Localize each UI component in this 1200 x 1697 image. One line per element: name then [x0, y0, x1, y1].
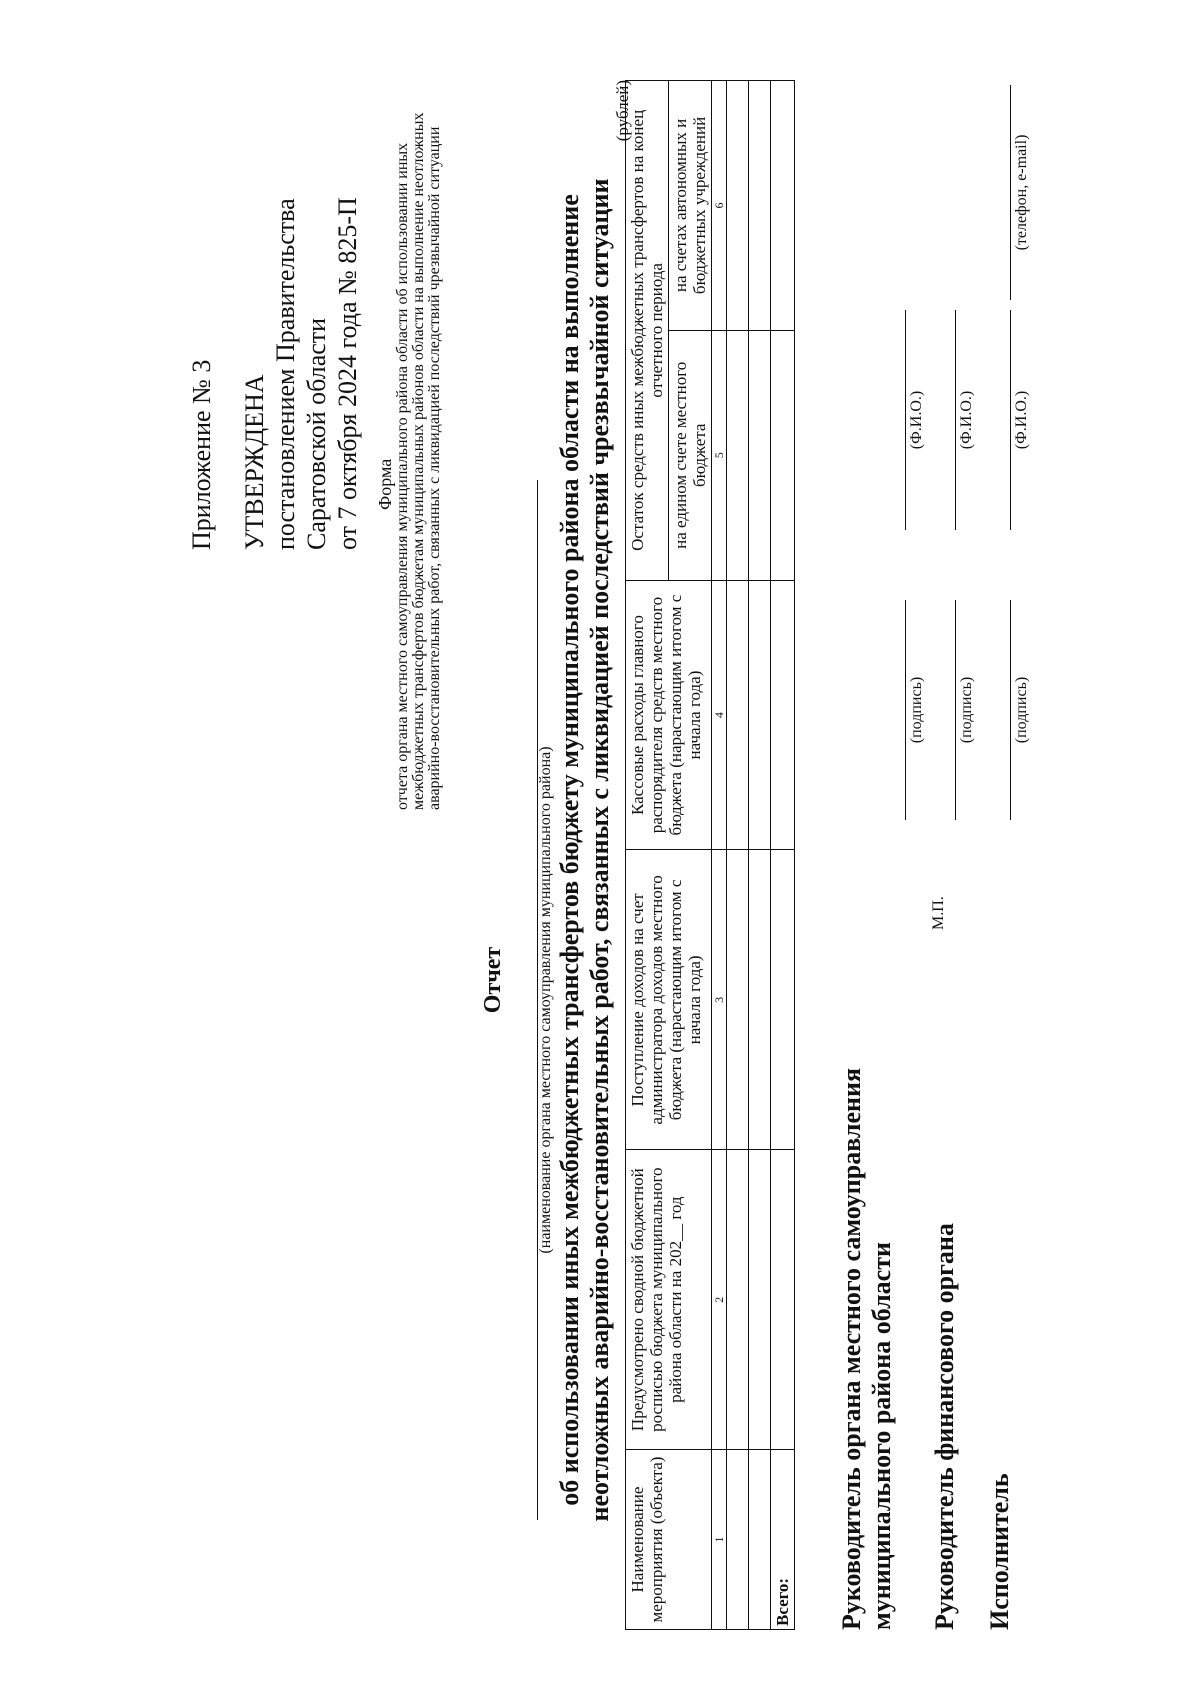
executor-label: Исполнитель: [985, 1473, 1014, 1630]
column-number: 1: [712, 1450, 727, 1630]
form-label: Форма: [375, 458, 395, 510]
table-number-row: [712, 81, 727, 1630]
signature-caption: (подпись): [1013, 676, 1030, 744]
table-cell[interactable]: [727, 1150, 749, 1450]
table-cell[interactable]: [749, 1150, 771, 1450]
column-number: 6: [712, 81, 727, 331]
total-label: Всего:: [771, 1450, 795, 1630]
finance-name-field[interactable]: [955, 310, 956, 530]
form-description-line-2: межбюджетных трансфертов бюджетам муниципальных районов области на выполнение неотложных: [410, 112, 427, 810]
document-page: [25, 80, 1165, 1640]
table-row: [727, 81, 749, 1630]
executor-signature-field[interactable]: [1010, 600, 1011, 820]
header-event-name: Наименование мероприятия (объекта): [626, 1450, 712, 1630]
table-cell[interactable]: [727, 1450, 749, 1630]
table-cell[interactable]: [749, 330, 771, 580]
finance-signature-field[interactable]: [955, 600, 956, 820]
table-cell[interactable]: [727, 330, 749, 580]
header-expenses: Кассовые расходы главного распорядителя средств местного бюджета (нарастающим итогом с начала года): [626, 580, 712, 850]
table-cell[interactable]: [771, 330, 795, 580]
table-cell[interactable]: [749, 1450, 771, 1630]
report-subject-line-1: об использовании иных межбюджетных трансфертов бюджету муниципального района области на выполнение: [555, 194, 584, 1506]
head-signature-field[interactable]: [905, 600, 906, 820]
form-description: [395, 80, 443, 810]
head-name-field[interactable]: [905, 310, 906, 530]
table-total-row: [771, 81, 795, 1630]
signature-caption: (подпись): [958, 676, 975, 744]
head-signatory-line-2: муниципального района области: [867, 1242, 896, 1630]
head-signatory-label: [837, 830, 897, 1630]
header-balance-institutions: на счетах автономных и бюджетных учреждений: [669, 81, 712, 331]
approval-line-1: постановлением Правительства: [271, 198, 300, 550]
report-subject-line-2: неотложных аварийно-восстановительных работ, связанных с ликвидацией последствий чрезвычайной ситуации: [585, 178, 614, 1522]
report-title: Отчет: [480, 946, 506, 1014]
approval-block: [187, 90, 363, 550]
table-cell[interactable]: [749, 850, 771, 1150]
annex-number: Приложение № 3: [187, 359, 216, 550]
column-number: 4: [712, 580, 727, 850]
approval-line-3: от 7 октября 2024 года № 825-П: [333, 197, 362, 550]
executor-contact-field[interactable]: [1010, 85, 1011, 300]
column-number: 5: [712, 330, 727, 580]
approval-line-2: Саратовской области: [302, 317, 331, 550]
table-cell[interactable]: [771, 580, 795, 850]
org-name-caption: (наименование органа местного самоуправления муниципального района): [537, 746, 554, 1254]
name-caption: (Ф.И.О.): [1013, 390, 1030, 450]
column-number: 3: [712, 850, 727, 1150]
finance-signatory-label: Руководитель финансового органа: [930, 1223, 959, 1630]
header-planned: Предусмотрено сводной бюджетной росписью бюджета муниципального района области на 202__ год: [626, 1150, 712, 1450]
stamp-place-label: М.П.: [930, 896, 947, 930]
executor-name-field[interactable]: [1010, 310, 1011, 530]
signature-caption: (подпись): [908, 676, 925, 744]
header-revenue: Поступление доходов на счет администратора доходов местного бюджета (нарастающим итогом с начала года): [626, 850, 712, 1150]
table-cell[interactable]: [727, 580, 749, 850]
table-cell[interactable]: [749, 81, 771, 331]
table-cell[interactable]: [727, 850, 749, 1150]
column-number: 2: [712, 1150, 727, 1450]
unit-label: (рублей): [613, 80, 632, 142]
table-header-row: [626, 81, 669, 1630]
name-caption: (Ф.И.О.): [958, 390, 975, 450]
table-cell[interactable]: [727, 81, 749, 331]
header-balance-group: Остаток средств иных межбюджетных трансфертов на конец отчетного периода: [626, 81, 669, 581]
table-row: [749, 81, 771, 1630]
name-caption: (Ф.И.О.): [908, 390, 925, 450]
table-cell[interactable]: [771, 850, 795, 1150]
header-balance-single-account: на едином счете местного бюджета: [669, 330, 712, 580]
org-name-field[interactable]: [523, 480, 538, 1520]
form-description-line-3: аварийно-восстановительных работ, связанных с ликвидацией последствий чрезвычайной ситуации: [426, 126, 443, 810]
contact-caption: (телефон, e-mail): [1013, 134, 1030, 251]
table-cell[interactable]: [771, 81, 795, 331]
form-description-line-1: отчета органа местного самоуправления муниципального района области об использовании иных: [394, 142, 411, 810]
head-signatory-line-1: Руководитель органа местного самоуправления: [837, 1067, 866, 1630]
table-cell[interactable]: [749, 580, 771, 850]
report-table: [625, 80, 795, 1630]
report-subject: [555, 70, 615, 1630]
table-cell[interactable]: [771, 1150, 795, 1450]
approved-stamp-text: УТВЕРЖДЕНА: [240, 374, 269, 550]
